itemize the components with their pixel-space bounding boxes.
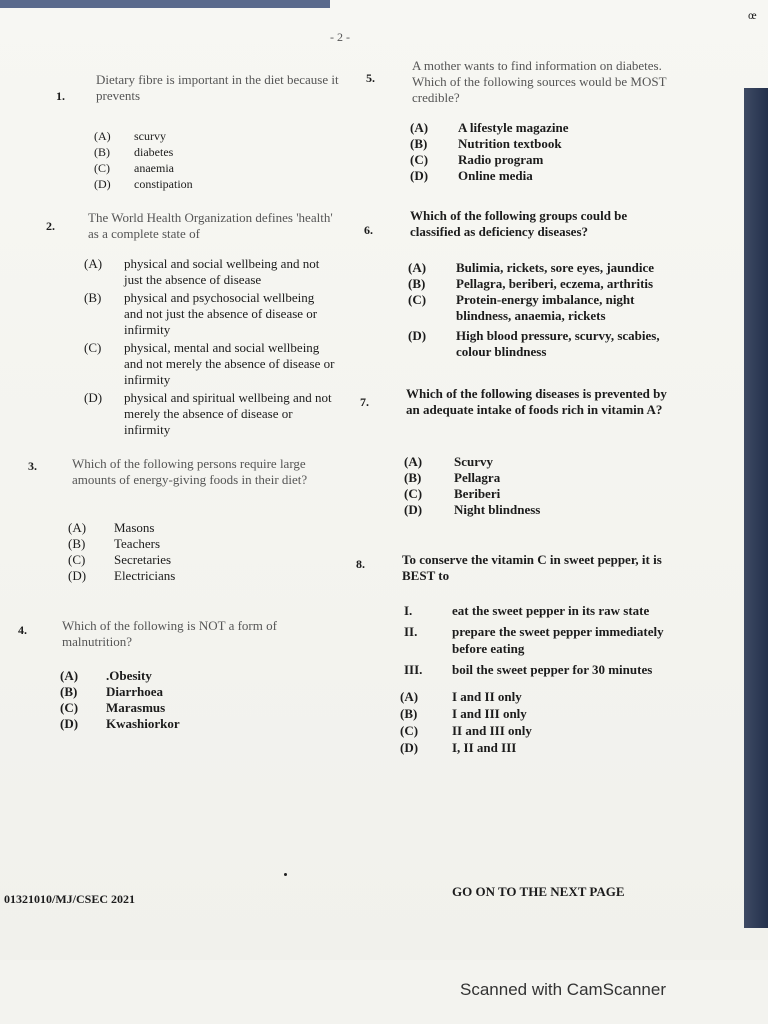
option: (A) scurvy [94,129,166,143]
option: (C) Radio program [410,152,544,167]
question-number: 1. [56,89,65,103]
statement: II. prepare the sweet pepper immediately before eating [404,624,664,656]
options-list [408,260,680,360]
option: (C) anaemia [94,161,174,175]
scan-shadow [0,0,330,8]
question-stem: Which of the following persons require large amounts of energy-giving foods in their diet? [72,456,308,487]
option: (B) Diarrhoea [60,684,164,699]
option: (A) Scurvy [404,454,493,469]
question-stem: Which of the following is NOT a form of malnutrition? [62,618,277,649]
option: (D) High blood pressure, scurvy, scabies, colour blindness [408,328,660,359]
option: (D) Online media [410,168,533,183]
option: (C) II and III only [400,723,532,738]
option: (C) Marasmus [60,700,166,715]
stray-mark [284,873,287,876]
statements-list [404,602,688,678]
question-stem: The World Health Organization defines 'health' as a complete state of [88,210,333,241]
option: (B) Pellagra [404,470,501,485]
options-list [94,128,334,192]
question-number: 6. [364,223,373,237]
corner-mark: œ [748,8,757,22]
question-number: 2. [46,219,55,233]
options-list [404,454,674,518]
statement: I. eat the sweet pepper in its raw state [404,603,650,618]
option: (D) Night blindness [404,502,541,517]
option: (B) Pellagra, beriberi, eczema, arthritis [408,276,654,291]
page-number: - 2 - [330,30,350,44]
options-list [68,520,308,584]
question-number: 4. [18,623,27,637]
scanner-watermark: Scanned with CamScanner [460,980,667,999]
question-stem: To conserve the vitamin C in sweet pepper, it is BEST to [402,552,662,583]
statement: III. boil the sweet pepper for 30 minutes [404,662,653,677]
option: (A) I and II only [400,689,522,704]
option: (B) diabetes [94,145,174,159]
options-list [400,688,660,756]
next-page-notice: GO ON TO THE NEXT PAGE [452,884,625,899]
option: (A) physical and social wellbeing and not just the absence of disease [84,256,320,287]
option: (C) Protein-energy imbalance, night blindness, anaemia, rickets [408,292,635,323]
option: (B) Nutrition textbook [410,136,562,151]
option: (D) physical and spiritual wellbeing and not merely the absence of disease or infirmity [84,390,332,437]
exam-code: 01321010/MJ/CSEC 2021 [4,892,136,906]
options-list [410,120,670,184]
question-number: 3. [28,459,37,473]
option: (A) Masons [68,520,155,535]
options-list [60,668,300,732]
option: (B) I and III only [400,706,527,721]
options-list [84,256,336,438]
option: (C) physical, mental and social wellbeing and not merely the absence of disease or infirmity [84,340,335,387]
question-stem: A mother wants to find information on diabetes. Which of the following sources would be MOST credible? [412,58,667,105]
option: (C) Secretaries [68,552,172,567]
question-stem: Dietary fibre is important in the diet because it prevents [96,72,339,103]
option: (D) constipation [94,177,193,191]
question-number: 7. [360,395,369,409]
option: (B) Teachers [68,536,161,551]
question-number: 5. [366,71,375,85]
question-number: 8. [356,557,365,571]
option: (D) I, II and III [400,740,517,755]
option: (C) Beriberi [404,486,501,501]
option: (A) Bulimia, rickets, sore eyes, jaundice [408,260,654,275]
question-stem: Which of the following groups could be classified as deficiency diseases? [410,208,628,239]
option: (A) .Obesity [60,668,152,683]
option: (A) A lifestyle magazine [410,120,569,135]
option: (D) Electricians [68,568,176,583]
question-stem: Which of the following diseases is prevented by an adequate intake of foods rich in vitamin A? [406,386,667,417]
scan-background-strip [744,88,768,928]
option: (D) Kwashiorkor [60,716,180,731]
option: (B) physical and psychosocial wellbeing and not just the absence of disease or infirmity [84,290,318,337]
